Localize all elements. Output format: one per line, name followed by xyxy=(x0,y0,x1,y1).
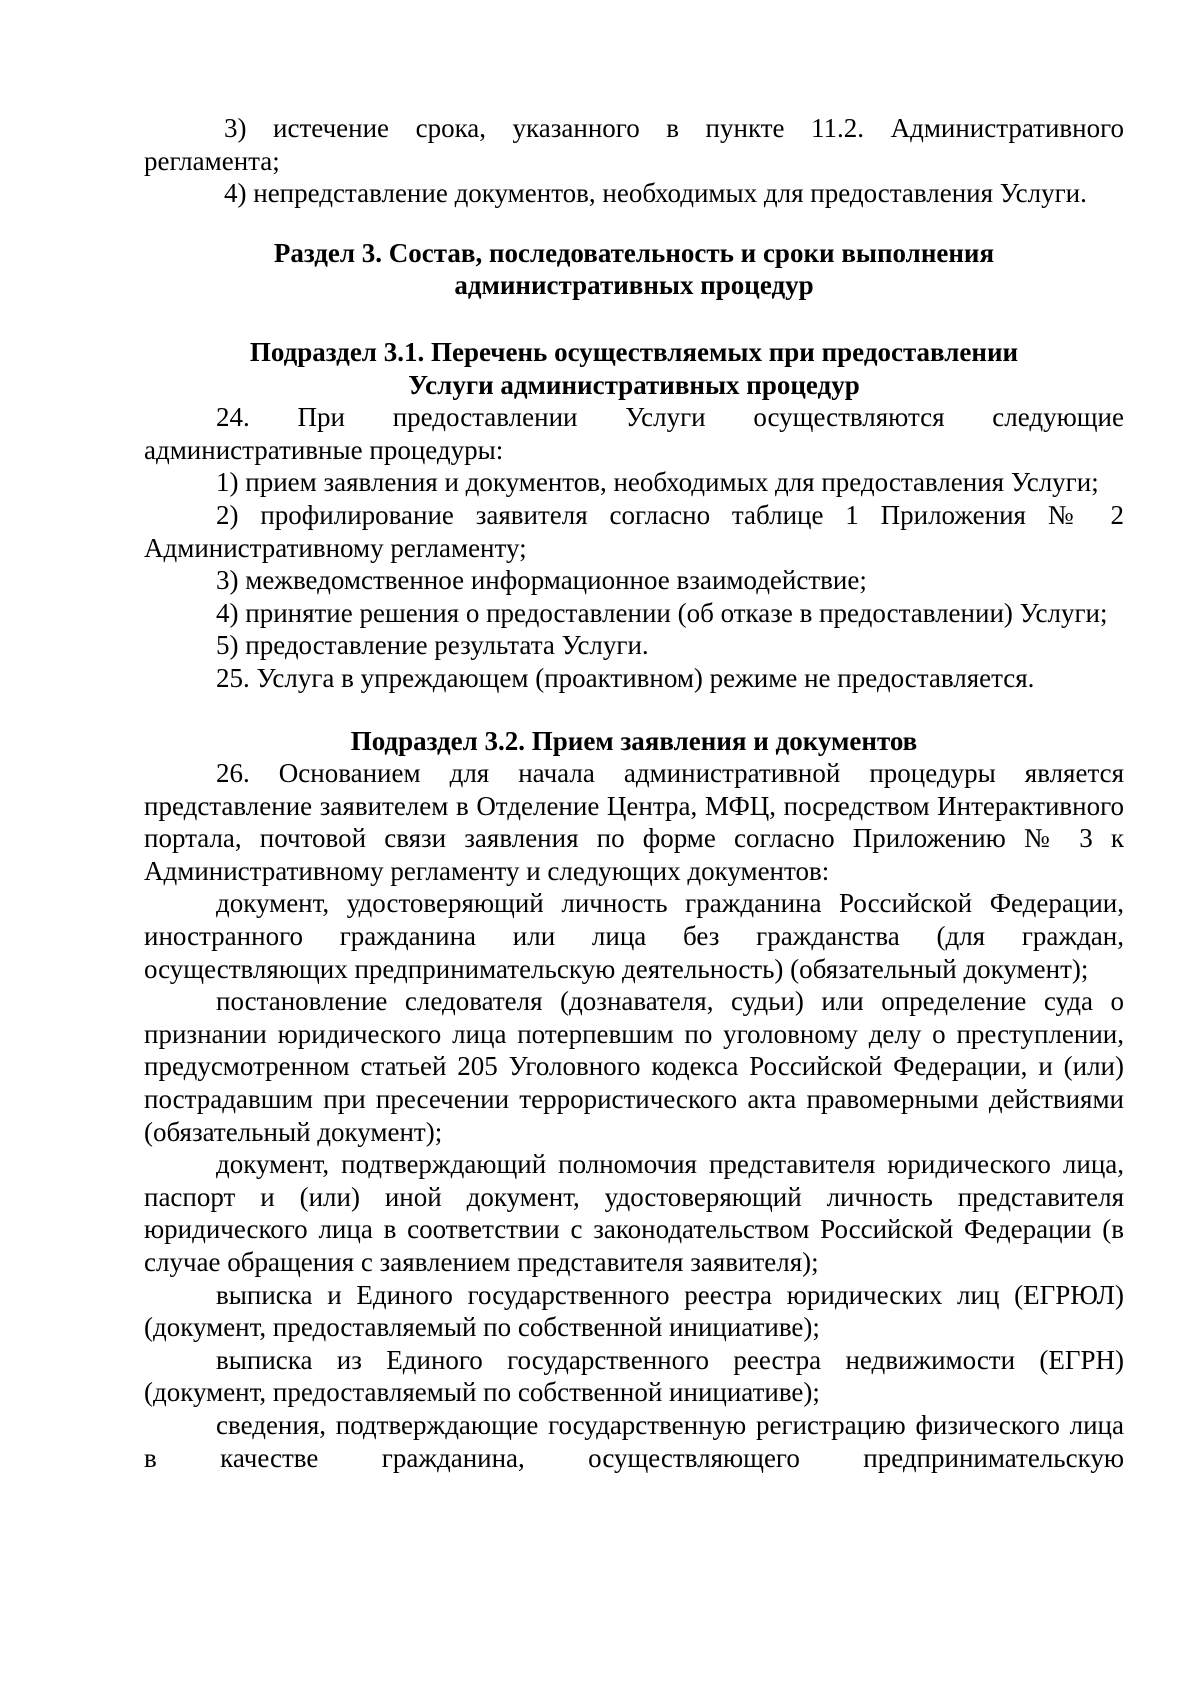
document-item-identity: документ, удостоверяющий личность гражданина Российской Федерации, иностранного гражданина или лица без гражданства (для граждан, осуществляющих предпринимательскую деятельность) (обязательный документ); xyxy=(144,888,1124,984)
document-item-resolution: постановление следователя (дознавателя, судьи) или определение суда о признании юридического лица потерпевшим по уголовному делу о преступлении, предусмотренном статьей 205 Уголовного кодекса Российской Федерации, и (или) пострадавшим при пресечении террористического акта правомерными действиями (обязательный документ); xyxy=(144,986,1124,1147)
spacer xyxy=(144,695,1124,725)
list-item-4: 4) непредставление документов, необходимых для предоставления Услуги. xyxy=(224,178,1087,209)
subsection-3-1-title-line-1: Подраздел 3.1. Перечень осуществляемых при предоставлении xyxy=(249,336,1019,367)
procedure-item-1: 1) прием заявления и документов, необходимых для предоставления Услуги; xyxy=(216,467,1099,498)
document-item-egrn: выписка из Единого государственного реестра недвижимости (ЕГРН) (документ, предоставляемый по собственной инициативе); xyxy=(144,1344,1124,1408)
document-item-egrul: выписка и Единого государственного реестра юридических лиц (ЕГРЮЛ) (документ, предоставляемый по собственной инициативе); xyxy=(144,1279,1124,1343)
spacer xyxy=(144,302,1124,336)
spacer xyxy=(144,210,1124,237)
procedure-item-4: 4) принятие решения о предоставлении (об отказе в предоставлении) Услуги; xyxy=(216,597,1108,628)
document-item-representative: документ, подтверждающий полномочия представителя юридического лица, паспорт и (или) иной документ, удостоверяющий личность представителя юридического лица в соответствии с законодательством Российской Федерации (в случае обращения с заявлением представителя заявителя); xyxy=(144,1149,1124,1277)
document-body xyxy=(144,112,1124,1474)
list-item-3: 3) истечение срока, указанного в пункте 11.2. Административного регламента; xyxy=(144,113,1124,176)
paragraph-25: 25. Услуга в упреждающем (проактивном) режиме не предоставляется. xyxy=(216,662,1035,693)
section-title-line-1: Раздел 3. Состав, последовательность и сроки выполнения xyxy=(273,237,995,268)
subsection-3-2-title: Подраздел 3.2. Прием заявления и документов xyxy=(350,725,918,756)
section-title-line-2: административных процедур xyxy=(454,270,814,301)
document-item-registration: сведения, подтверждающие государственную регистрацию физического лица в качестве гражданина, осуществляющего предпринимательскую xyxy=(144,1409,1124,1473)
procedure-item-3: 3) межведомственное информационное взаимодействие; xyxy=(216,565,867,596)
paragraph-24: 24. При предоставлении Услуги осуществляются следующие административные процедуры: xyxy=(144,402,1124,465)
subsection-3-1-title-line-2: Услуги административных процедур xyxy=(408,369,860,400)
procedure-item-2: 2) профилирование заявителя согласно таблице 1 Приложения № 2 Административному регламенту; xyxy=(144,499,1124,563)
procedure-item-5: 5) предоставление результата Услуги. xyxy=(216,630,649,661)
paragraph-26: 26. Основанием для начала административной процедуры является представление заявителем в Отделение Центра, МФЦ, посредством Интерактивного портала, почтовой связи заявления по форме согласно Приложению № 3 к Административному регламенту и следующих документов: xyxy=(144,758,1124,886)
